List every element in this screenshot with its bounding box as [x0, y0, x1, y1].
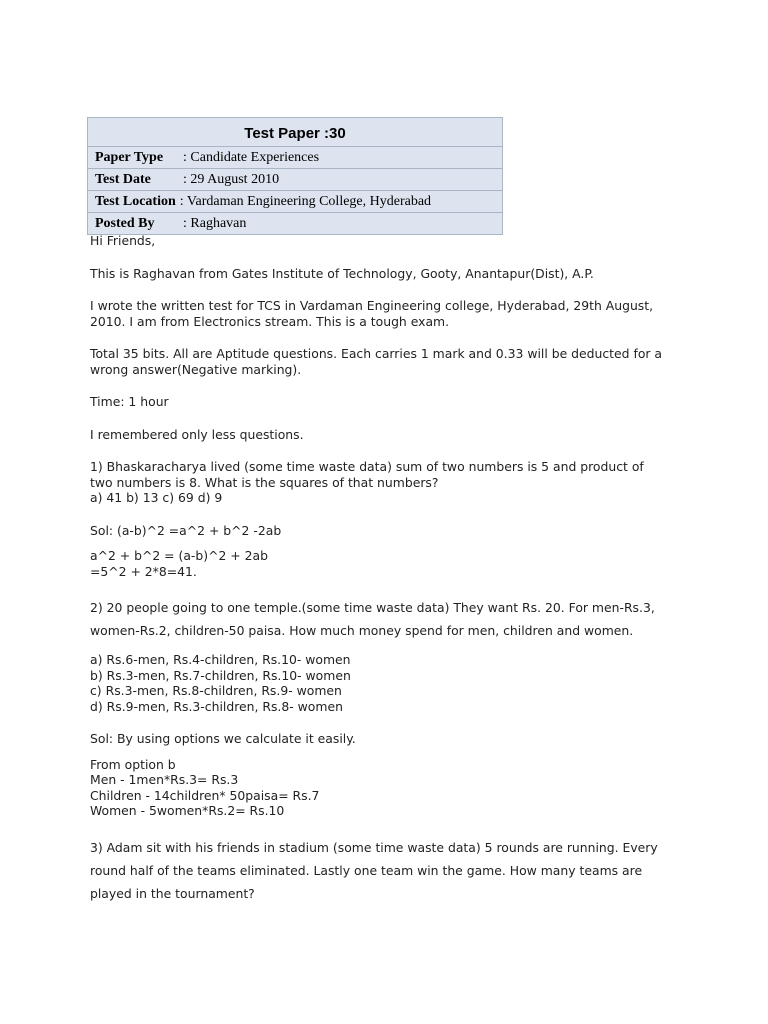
- question-2-option: d) Rs.9-men, Rs.3-children, Rs.8- women: [90, 698, 343, 714]
- paragraph-line: 2010. I am from Electronics stream. This is a tough exam.: [90, 313, 450, 329]
- info-label: Test Date: [95, 171, 151, 187]
- question-1-line: 1) Bhaskaracharya lived (some time waste data) sum of two numbers is 5 and product of: [90, 459, 644, 474]
- solution-work-line: Women - 5women*Rs.2= Rs.10: [90, 803, 285, 818]
- info-value: : 29 August 2010: [183, 171, 280, 187]
- time-line: Time: 1 hour: [90, 394, 169, 409]
- question-2-option: b) Rs.3-men, Rs.7-children, Rs.10- women: [90, 667, 351, 683]
- question-2-option: a) Rs.6-men, Rs.4-children, Rs.10- women: [90, 652, 351, 667]
- question-1-solution: Sol: (a-b)^2 =a^2 + b^2 -2ab: [90, 522, 282, 538]
- info-label: Posted By: [95, 215, 155, 231]
- question-2-line: women-Rs.2, children-50 paisa. How much money spend for men, children and women.: [90, 623, 634, 638]
- intro-paragraph: This is Raghavan from Gates Institute of Technology, Gooty, Anantapur(Dist), A.P.: [90, 265, 594, 281]
- info-row-paper-type: [88, 147, 503, 169]
- paragraph-line: wrong answer(Negative marking).: [90, 361, 302, 377]
- question-3-line: round half of the teams eliminated. Lastly one team win the game. How many teams are: [90, 862, 643, 878]
- test-paper-info-table: [87, 117, 503, 235]
- question-1-options: a) 41 b) 13 c) 69 d) 9: [90, 490, 223, 505]
- info-value: : Candidate Experiences: [183, 149, 320, 165]
- question-2-option: c) Rs.3-men, Rs.8-children, Rs.9- women: [90, 683, 342, 698]
- greeting: Hi Friends,: [90, 233, 156, 248]
- question-3-line: 3) Adam sit with his friends in stadium (some time waste data) 5 rounds are running. Every: [90, 839, 658, 855]
- question-2-line: 2) 20 people going to one temple.(some time waste data) They want Rs. 20. For men-Rs.3,: [90, 600, 655, 615]
- solution-work-line: =5^2 + 2*8=41.: [90, 563, 197, 579]
- info-value: : Vardaman Engineering College, Hyderabad: [179, 193, 432, 209]
- question-2-solution: Sol: By using options we calculate it easily.: [90, 731, 356, 746]
- info-row-test-location: [88, 191, 503, 213]
- info-label: Paper Type: [95, 149, 164, 165]
- article-body: [90, 233, 690, 905]
- info-row-test-date: [88, 169, 503, 191]
- paragraph-line: I wrote the written test for TCS in Vardaman Engineering college, Hyderabad, 29th August,: [90, 298, 654, 313]
- remembered-line: I remembered only less questions.: [90, 426, 304, 442]
- paragraph-line: Total 35 bits. All are Aptitude questions. Each carries 1 mark and 0.33 will be deducted for a: [90, 346, 663, 361]
- solution-work-line: From option b: [90, 756, 176, 772]
- solution-work-line: Children - 14children* 50paisa= Rs.7: [90, 787, 320, 803]
- info-row-posted-by: [88, 213, 503, 235]
- info-value: : Raghavan: [183, 215, 247, 231]
- solution-work-line: Men - 1men*Rs.3= Rs.3: [90, 772, 239, 787]
- info-label: Test Location: [95, 193, 176, 209]
- test-paper-title: Test Paper :30: [88, 118, 503, 147]
- question-1-line: two numbers is 8. What is the squares of that numbers?: [90, 474, 439, 490]
- solution-work-line: a^2 + b^2 = (a-b)^2 + 2ab: [90, 548, 268, 563]
- question-3-line: played in the tournament?: [90, 885, 255, 901]
